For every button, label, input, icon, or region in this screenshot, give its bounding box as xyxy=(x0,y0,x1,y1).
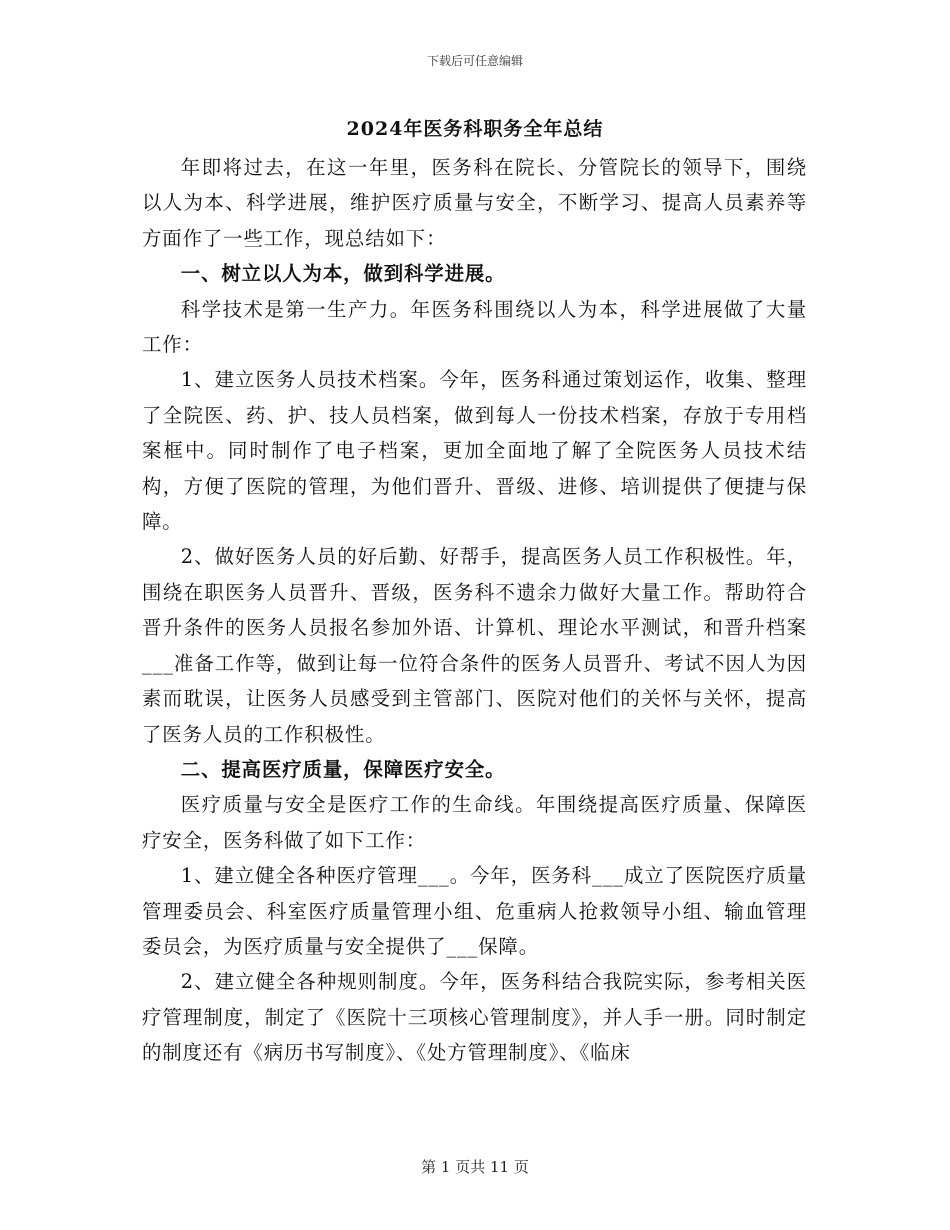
body-paragraph: 2、建立健全各种规则制度。今年，医务科结合我院实际，参考相关医疗管理制度，制定了《医院十三项核心管理制度》，并人手一册。同时制定的制度还有《病历书写制度》、《处方管理制度》、《临床 xyxy=(142,970,807,1065)
page-footer: 第 1 页共 11 页 xyxy=(421,1158,529,1176)
body-paragraph: 科学技术是第一生产力。年医务科围绕以人为本，科学进展做了大量工作： xyxy=(142,297,807,357)
document-title: 2024年医务科职务全年总结 xyxy=(346,118,604,140)
body-paragraph: 1、建立医务人员技术档案。今年，医务科通过策划运作，收集、整理了全院医、药、护、技人员档案，做到每人一份技术档案，存放于专用档案框中。同时制作了电子档案，更加全面地了解了全院医务人员技术结构，方便了医院的管理，为他们晋升、晋级、进修、培训提供了便捷与保障。 xyxy=(142,368,807,534)
section-heading-2: 二、提高医疗质量，保障医疗安全。 xyxy=(180,757,506,781)
body-paragraph: 医疗质量与安全是医疗工作的生命线。年围绕提高医疗质量、保障医疗安全，医务科做了如下工作： xyxy=(142,793,807,852)
body-paragraph: 2、做好医务人员的好后勤、好帮手，提高医务人员工作积极性。年，围绕在职医务人员晋升、晋级，医务科不遗余力做好大量工作。帮助符合晋升条件的医务人员报名参加外语、计算机、理论水平测试，和晋升档案___准备工作等，做到让每一位符合条件的医务人员晋升、考试不因人为因素而耽误，让医务人员感受到主管部门、医院对他们的关怀与关怀，提高了医务人员的工作积极性。 xyxy=(142,545,807,746)
header-note: 下载后可任意编辑 xyxy=(426,54,523,68)
section-heading-1: 一、树立以人为本，做到科学进展。 xyxy=(180,262,506,286)
document-body xyxy=(142,150,807,1071)
body-paragraph: 1、建立健全各种医疗管理___。今年，医务科___成立了医院医疗质量管理委员会、科室医疗质量管理小组、危重病人抢救领导小组、输血管理委员会，为医疗质量与安全提供了___保障。 xyxy=(142,864,807,958)
intro-paragraph: 年即将过去，在这一年里，医务科在院长、分管院长的领导下，围绕以人为本、科学进展，维护医疗质量与安全，不断学习、提高人员素养等方面作了一些工作，现总结如下： xyxy=(142,156,807,250)
